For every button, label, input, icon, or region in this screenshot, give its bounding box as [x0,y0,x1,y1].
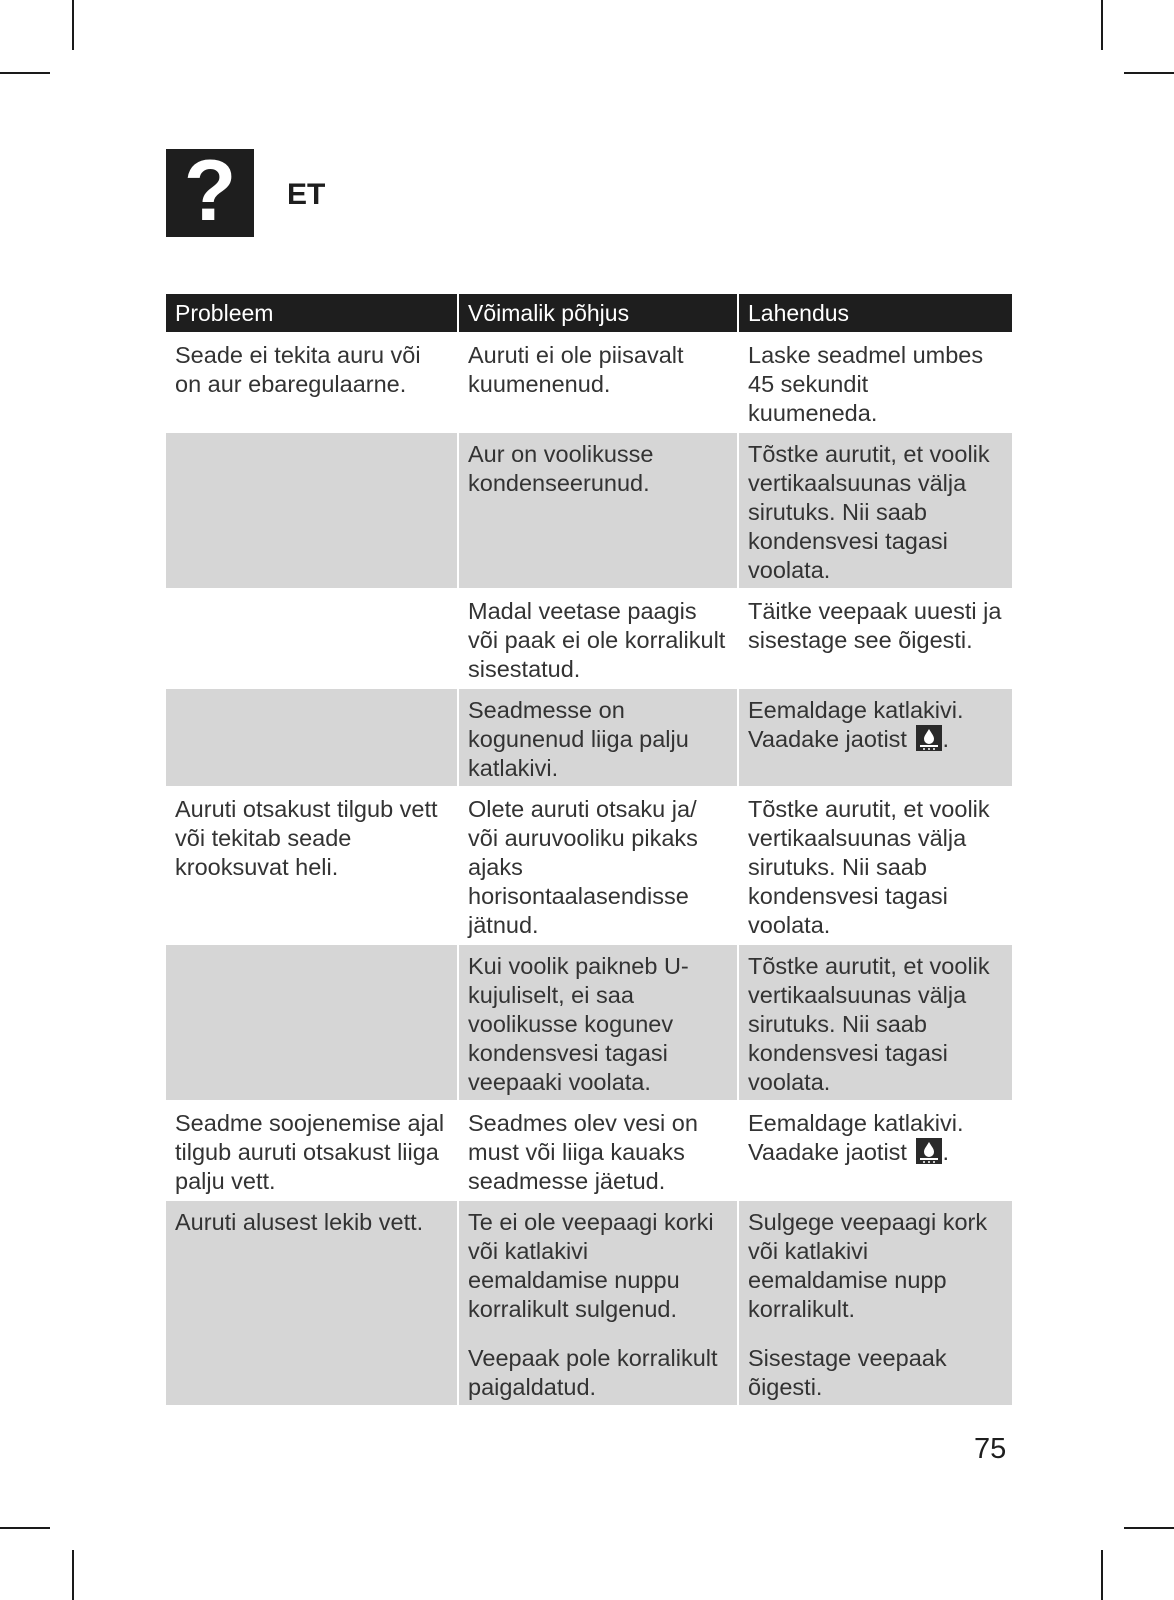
problem-cell: Auruti alusest lekib vett. [166,1200,458,1405]
crop-mark [72,0,74,50]
solution-cell [738,1200,1012,1405]
problem-cell: Auruti otsakust tilgub vett või tekitab seade krooksuvat heli. [166,787,458,944]
help-symbol: ? [183,143,237,239]
column-header-solution: Lahendus [738,294,1012,333]
solution-cell: Tõstke aurutit, et voolik vertikaalsuunas välja sirutuks. Nii saab kondensvesi tagasi voolata. [738,787,1012,944]
crop-mark [1124,1527,1174,1529]
solution-cell: Tõstke aurutit, et voolik vertikaalsuunas välja sirutuks. Nii saab kondensvesi tagasi voolata. [738,944,1012,1101]
help-question-icon [166,143,254,239]
table-row [166,787,1012,944]
crop-mark [72,1550,74,1600]
cause-cell: Olete auruti otsaku ja/ või auruvooliku pikaks ajaks horisontaalasendisse jätnud. [458,787,738,944]
solution-cell: Laske seadmel umbes 45 sekundit kuumeneda. [738,333,1012,432]
cause-cell [458,1200,738,1405]
problem-cell [166,432,458,589]
descale-icon [916,725,942,751]
solution-text: Sisestage veepaak õigesti. [748,1345,947,1400]
cause-cell: Seadmesse on kogunenud liiga palju katlakivi. [458,688,738,787]
crop-mark [1101,1550,1103,1600]
language-code: ET [287,178,326,211]
table-row [166,1200,1012,1405]
troubleshooting-table [166,294,1012,1405]
cause-text: Te ei ole veepaagi korki või katlakivi eemaldamise nuppu korralikult sulgenud. [468,1209,714,1322]
problem-cell [166,688,458,787]
cause-cell: Kui voolik paikneb U-kujuliselt, ei saa voolikusse kogunev kondensvesi tagasi veepaaki voolata. [458,944,738,1101]
solution-cell: Tõstke aurutit, et voolik vertikaalsuunas välja sirutuks. Nii saab kondensvesi tagasi voolata. [738,432,1012,589]
cause-cell: Seadmes olev vesi on must või liiga kauaks seadmesse jäetud. [458,1101,738,1200]
table-row [166,589,1012,688]
problem-cell: Seade ei tekita auru või on aur ebaregulaarne. [166,333,458,432]
cause-cell: Madal veetase paagis või paak ei ole korralikult sisestatud. [458,589,738,688]
crop-mark [1124,72,1174,74]
problem-cell [166,944,458,1101]
crop-mark [0,1527,50,1529]
table-row [166,432,1012,589]
problem-cell [166,589,458,688]
cause-cell: Auruti ei ole piisavalt kuumenenud. [458,333,738,432]
problem-cell: Seadme soojenemise ajal tilgub auruti otsakust liiga palju vett. [166,1101,458,1200]
table-row [166,944,1012,1101]
solution-text: Vaadake jaotist [748,726,907,752]
solution-text: Eemaldage katlakivi. [748,1110,964,1136]
cause-text: Veepaak pole korralikult paigaldatud. [468,1345,718,1400]
solution-cell: Eemaldage katlakivi. Vaadake jaotist . [738,1101,1012,1200]
column-header-problem: Probleem [166,294,458,333]
solution-text: Vaadake jaotist [748,1139,907,1165]
solution-text: Eemaldage katlakivi. [748,697,964,723]
solution-text: Sulgege veepaagi kork või katlakivi eemaldamise nupp korralikult. [748,1209,988,1322]
cause-cell: Aur on voolikusse kondenseerunud. [458,432,738,589]
table-header-row [166,294,1012,333]
table-row [166,1101,1012,1200]
solution-cell: Eemaldage katlakivi. Vaadake jaotist . [738,688,1012,787]
crop-mark [0,72,50,74]
crop-mark [1101,0,1103,50]
page-number: 75 [974,1433,1007,1465]
table-row [166,333,1012,432]
column-header-cause: Võimalik põhjus [458,294,738,333]
table-row [166,688,1012,787]
solution-cell: Täitke veepaak uuesti ja sisestage see õigesti. [738,589,1012,688]
descale-icon [916,1138,942,1164]
